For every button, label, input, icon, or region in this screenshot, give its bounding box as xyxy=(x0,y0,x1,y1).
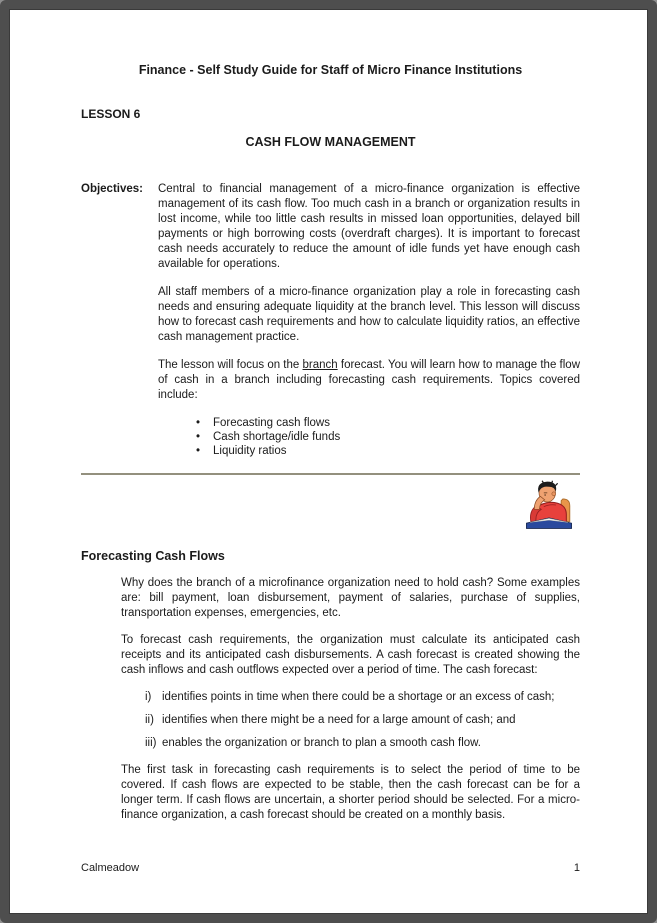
topic-item xyxy=(158,430,580,444)
document-title: CASH FLOW MANAGEMENT xyxy=(245,135,416,149)
focus-post: forecast. You will learn how to manage the flow of cash in a branch including forecasting cash requirements. Topics covered include: xyxy=(158,359,580,401)
section-heading: Forecasting Cash Flows xyxy=(81,549,225,563)
topic-label: Liquidity ratios xyxy=(213,445,287,457)
section-paragraph: To forecast cash requirements, the organization must calculate its anticipated cash receipts and its anticipated cash disbursements. A cash forecast is created showing the cash inflows and cash outflows expected over a period of time. The cash forecast: xyxy=(121,634,580,676)
section-paragraph: Why does the branch of a microfinance organization need to hold cash? Some examples are: bill payment, loan disbursement, payment of salaries, purchase of supplies, transportation expenses, emergencies, etc. xyxy=(121,577,580,619)
focus-paragraph xyxy=(158,358,580,403)
list-item xyxy=(145,713,580,728)
topic-item xyxy=(158,416,580,430)
list-marker: i) xyxy=(145,691,152,703)
topics-list xyxy=(158,416,580,458)
objectives-paragraph: All staff members of a micro-finance organization play a role in forecasting cash needs and ensuring adequate liquidity at the branch level. This lesson will discuss how to forecast cash requirements and how to calculate liquidity ratios, an effective cash management practice. xyxy=(158,286,580,343)
page-number: 1 xyxy=(573,862,580,874)
footer-organization: Calmeadow xyxy=(81,862,140,874)
lesson-label: LESSON 6 xyxy=(81,107,141,121)
topic-label: Forecasting cash flows xyxy=(213,417,330,429)
list-text: identifies points in time when there could be a shortage or an excess of cash; xyxy=(162,691,555,703)
focus-pre: The lesson will focus on the xyxy=(158,359,303,371)
list-text: enables the organization or branch to plan a smooth cash flow. xyxy=(162,737,482,749)
bullet-icon: • xyxy=(196,445,201,457)
bullet-icon: • xyxy=(196,417,201,429)
closing-paragraph: The first task in forecasting cash requirements is to select the period of time to be covered. If cash flows are expected to be stable, then the cash forecast can be for a longer term. If cash flows are uncertain, a shorter period should be selected. For a micro-finance organization, a cash forecast should be created on a monthly basis. xyxy=(121,764,580,821)
list-marker: ii) xyxy=(145,714,154,726)
objectives-section xyxy=(81,182,580,458)
page-footer xyxy=(81,861,580,876)
topic-label: Cash shortage/idle funds xyxy=(213,431,341,443)
section-divider xyxy=(81,473,580,475)
list-item xyxy=(145,690,580,705)
objectives-body xyxy=(158,182,580,458)
document-header-title: Finance - Self Study Guide for Staff of Micro Finance Institutions xyxy=(138,63,523,77)
list-marker: iii) xyxy=(145,737,157,749)
list-text: identifies when there might be a need for a large amount of cash; and xyxy=(162,714,516,726)
section-body xyxy=(121,576,580,823)
underlined-term: branch xyxy=(302,359,338,371)
objectives-paragraph: Central to financial management of a micro-finance organization is effective management of its cash flow. Too much cash in a branch or organization results in lost income, while too little cash results in missed loan opportunities, delayed bill payments or high borrowing costs (overdraft charges). It is important to forecast cash needs accurately to reduce the amount of idle funds yet have enough cash available for operations. xyxy=(158,183,580,270)
objectives-label: Objectives: xyxy=(81,183,143,195)
person-reading-clipart xyxy=(523,478,575,532)
roman-list xyxy=(145,690,580,751)
list-item xyxy=(145,736,580,751)
bullet-icon: • xyxy=(196,431,201,443)
topic-item xyxy=(158,444,580,458)
